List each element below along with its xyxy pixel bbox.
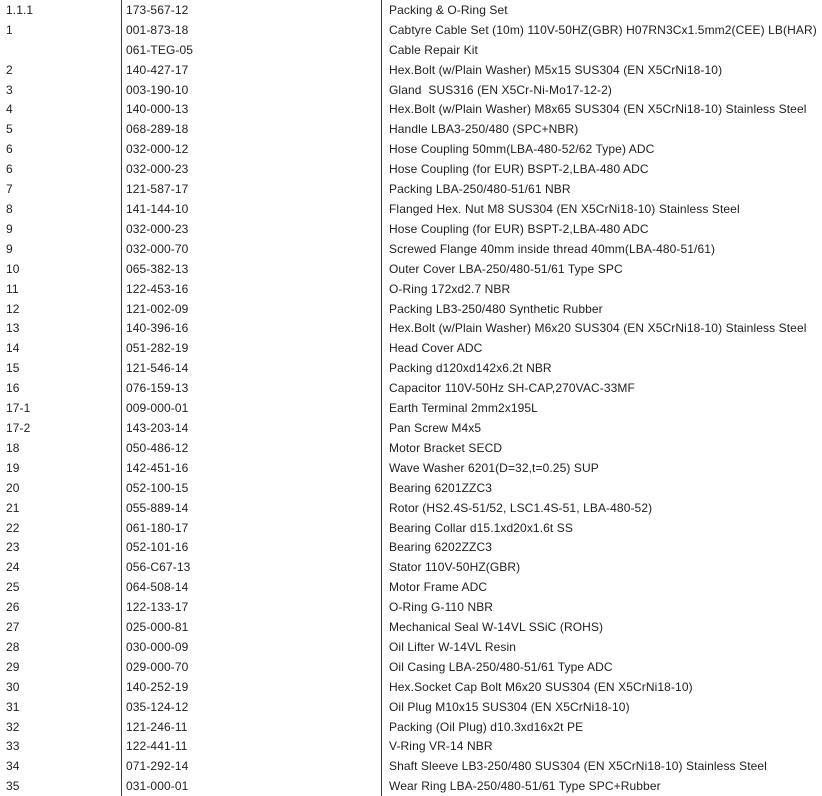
part-number-cell: 052-101-16 bbox=[122, 537, 382, 557]
description-cell: Hose Coupling (for EUR) BSPT-2,LBA-480 ADC bbox=[389, 162, 649, 177]
table-row bbox=[0, 60, 822, 80]
part-number-cell: 122-453-16 bbox=[122, 279, 382, 299]
table-row bbox=[0, 597, 822, 617]
part-number-cell: 061-180-17 bbox=[122, 518, 382, 538]
part-number-cell: 140-000-13 bbox=[122, 100, 382, 120]
description-cell: Hex.Bolt (w/Plain Washer) M6x20 SUS304 (EN X5CrNi18-10) Stainless Steel bbox=[389, 321, 807, 336]
part-number-cell: 071-292-14 bbox=[122, 756, 382, 776]
item-number-cell: 26 bbox=[0, 597, 122, 617]
description-cell: Hose Coupling (for EUR) BSPT-2,LBA-480 ADC bbox=[389, 221, 649, 236]
item-number-cell: 5 bbox=[0, 119, 122, 139]
description-cell: Head Cover ADC bbox=[389, 341, 483, 356]
part-number-cell: 032-000-23 bbox=[122, 159, 382, 179]
description-cell: Packing LBA-250/480-51/61 NBR bbox=[389, 182, 571, 197]
part-number-cell: 001-873-18 bbox=[122, 20, 382, 40]
item-number-cell: 24 bbox=[0, 557, 122, 577]
table-row bbox=[0, 139, 822, 159]
description-cell: Bearing 6202ZZC3 bbox=[389, 540, 492, 555]
part-number-cell: 025-000-81 bbox=[122, 617, 382, 637]
description-cell: Wear Ring LBA-250/480-51/61 Type SPC+Rubber bbox=[389, 779, 661, 794]
item-number-cell: 34 bbox=[0, 756, 122, 776]
item-number-cell: 15 bbox=[0, 358, 122, 378]
table-row bbox=[0, 677, 822, 697]
description-cell: Capacitor 110V-50Hz SH-CAP,270VAC-33MF bbox=[389, 381, 635, 396]
part-number-cell: 122-133-17 bbox=[122, 597, 382, 617]
item-number-cell: 33 bbox=[0, 737, 122, 757]
item-number-cell: 28 bbox=[0, 637, 122, 657]
part-number-cell: 173-567-12 bbox=[122, 0, 382, 20]
table-row bbox=[0, 20, 822, 40]
item-number-cell: 14 bbox=[0, 338, 122, 358]
item-number-cell: 9 bbox=[0, 239, 122, 259]
description-cell: Motor Frame ADC bbox=[389, 580, 488, 595]
description-cell: Hex.Bolt (w/Plain Washer) M5x15 SUS304 (EN X5CrNi18-10) bbox=[389, 62, 723, 77]
table-row bbox=[0, 637, 822, 657]
part-number-cell: 050-486-12 bbox=[122, 438, 382, 458]
item-number-cell: 21 bbox=[0, 498, 122, 518]
part-number-cell: 009-000-01 bbox=[122, 398, 382, 418]
table-row bbox=[0, 179, 822, 199]
item-number-cell bbox=[0, 40, 122, 60]
part-number-cell: 076-159-13 bbox=[122, 378, 382, 398]
description-cell: Motor Bracket SECD bbox=[389, 440, 503, 455]
description-cell: Oil Casing LBA-250/480-51/61 Type ADC bbox=[389, 659, 613, 674]
table-row bbox=[0, 299, 822, 319]
part-number-cell: 121-246-11 bbox=[122, 717, 382, 737]
table-row bbox=[0, 358, 822, 378]
part-number-cell: 056-C67-13 bbox=[122, 557, 382, 577]
part-number-cell: 065-382-13 bbox=[122, 259, 382, 279]
part-number-cell: 031-000-01 bbox=[122, 776, 382, 796]
table-row bbox=[0, 398, 822, 418]
table-row bbox=[0, 319, 822, 339]
part-number-cell: 064-508-14 bbox=[122, 577, 382, 597]
item-number-cell: 23 bbox=[0, 537, 122, 557]
item-number-cell: 17-1 bbox=[0, 398, 122, 418]
part-number-cell: 121-002-09 bbox=[122, 299, 382, 319]
table-row bbox=[0, 0, 822, 20]
item-number-cell: 10 bbox=[0, 259, 122, 279]
item-number-cell: 30 bbox=[0, 677, 122, 697]
description-cell: Screwed Flange 40mm inside thread 40mm(LBA-480-51/61) bbox=[389, 241, 716, 256]
description-cell: Hex.Bolt (w/Plain Washer) M8x65 SUS304 (EN X5CrNi18-10) Stainless Steel bbox=[389, 102, 807, 117]
part-number-cell: 052-100-15 bbox=[122, 478, 382, 498]
table-row bbox=[0, 40, 822, 60]
table-row bbox=[0, 378, 822, 398]
table-row bbox=[0, 159, 822, 179]
table-row bbox=[0, 537, 822, 557]
description-cell: Handle LBA3-250/480 (SPC+NBR) bbox=[389, 122, 579, 137]
description-cell: Bearing Collar d15.1xd20x1.6t SS bbox=[389, 520, 573, 535]
item-number-cell: 1.1.1 bbox=[0, 0, 122, 20]
item-number-cell: 29 bbox=[0, 657, 122, 677]
description-cell: Stator 110V-50HZ(GBR) bbox=[389, 560, 521, 575]
item-number-cell: 17-2 bbox=[0, 418, 122, 438]
description-cell: Rotor (HS2.4S-51/52, LSC1.4S-51, LBA-480-52) bbox=[389, 500, 653, 515]
description-cell: Bearing 6201ZZC3 bbox=[389, 480, 492, 495]
table-row bbox=[0, 199, 822, 219]
table-row bbox=[0, 338, 822, 358]
table-row bbox=[0, 776, 822, 796]
description-cell: Wave Washer 6201(D=32,t=0.25) SUP bbox=[389, 460, 599, 475]
item-number-cell: 13 bbox=[0, 319, 122, 339]
part-number-cell: 140-396-16 bbox=[122, 319, 382, 339]
description-cell: O-Ring 172xd2.7 NBR bbox=[389, 281, 511, 296]
table-row bbox=[0, 478, 822, 498]
item-number-cell: 19 bbox=[0, 458, 122, 478]
table-row bbox=[0, 119, 822, 139]
description-cell: Oil Plug M10x15 SUS304 (EN X5CrNi18-10) bbox=[389, 699, 630, 714]
part-number-cell: 140-252-19 bbox=[122, 677, 382, 697]
description-cell: Cable Repair Kit bbox=[389, 42, 478, 57]
table-row bbox=[0, 279, 822, 299]
part-number-cell: 143-203-14 bbox=[122, 418, 382, 438]
item-number-cell: 35 bbox=[0, 776, 122, 796]
item-number-cell: 22 bbox=[0, 518, 122, 538]
table-row bbox=[0, 717, 822, 737]
item-number-cell: 31 bbox=[0, 697, 122, 717]
part-number-cell: 140-427-17 bbox=[122, 60, 382, 80]
description-cell: Packing d120xd142x6.2t NBR bbox=[389, 361, 552, 376]
table-row bbox=[0, 737, 822, 757]
part-number-cell: 061-TEG-05 bbox=[122, 40, 382, 60]
table-row bbox=[0, 418, 822, 438]
description-cell: Pan Screw M4x5 bbox=[389, 420, 482, 435]
description-cell: Mechanical Seal W-14VL SSiC (ROHS) bbox=[389, 620, 604, 635]
table-row bbox=[0, 657, 822, 677]
description-cell: Hose Coupling 50mm(LBA-480-52/62 Type) ADC bbox=[389, 142, 655, 157]
item-number-cell: 1 bbox=[0, 20, 122, 40]
description-cell: Oil Lifter W-14VL Resin bbox=[389, 639, 517, 654]
table-row bbox=[0, 259, 822, 279]
table-row bbox=[0, 219, 822, 239]
description-cell: Outer Cover LBA-250/480-51/61 Type SPC bbox=[389, 261, 623, 276]
part-number-cell: 032-000-70 bbox=[122, 239, 382, 259]
description-cell: Packing (Oil Plug) d10.3xd16x2t PE bbox=[389, 719, 584, 734]
table-row bbox=[0, 438, 822, 458]
part-number-cell: 141-144-10 bbox=[122, 199, 382, 219]
description-cell: Cabtyre Cable Set (10m) 110V-50HZ(GBR) H07RN3Cx1.5mm2(CEE) LB(HAR) bbox=[389, 22, 817, 37]
part-number-cell: 035-124-12 bbox=[122, 697, 382, 717]
description-cell: V-Ring VR-14 NBR bbox=[389, 739, 493, 754]
item-number-cell: 18 bbox=[0, 438, 122, 458]
item-number-cell: 3 bbox=[0, 80, 122, 100]
table-row bbox=[0, 756, 822, 776]
item-number-cell: 32 bbox=[0, 717, 122, 737]
item-number-cell: 16 bbox=[0, 378, 122, 398]
description-cell: Shaft Sleeve LB3-250/480 SUS304 (EN X5CrNi18-10) Stainless Steel bbox=[389, 759, 767, 774]
part-number-cell: 003-190-10 bbox=[122, 80, 382, 100]
description-cell: Packing & O-Ring Set bbox=[389, 2, 508, 17]
table-row bbox=[0, 697, 822, 717]
description-cell: O-Ring G-110 NBR bbox=[389, 600, 494, 615]
part-number-cell: 121-546-14 bbox=[122, 358, 382, 378]
table-row bbox=[0, 239, 822, 259]
part-number-cell: 051-282-19 bbox=[122, 338, 382, 358]
item-number-cell: 2 bbox=[0, 60, 122, 80]
table-row bbox=[0, 100, 822, 120]
table-row bbox=[0, 557, 822, 577]
part-number-cell: 055-889-14 bbox=[122, 498, 382, 518]
item-number-cell: 7 bbox=[0, 179, 122, 199]
part-number-cell: 029-000-70 bbox=[122, 657, 382, 677]
item-number-cell: 20 bbox=[0, 478, 122, 498]
table-row bbox=[0, 458, 822, 478]
item-number-cell: 12 bbox=[0, 299, 122, 319]
table-row bbox=[0, 617, 822, 637]
part-number-cell: 121-587-17 bbox=[122, 179, 382, 199]
description-cell: Hex.Socket Cap Bolt M6x20 SUS304 (EN X5CrNi18-10) bbox=[389, 679, 693, 694]
part-number-cell: 030-000-09 bbox=[122, 637, 382, 657]
item-number-cell: 6 bbox=[0, 159, 122, 179]
table-row bbox=[0, 498, 822, 518]
part-number-cell: 068-289-18 bbox=[122, 119, 382, 139]
table-row bbox=[0, 80, 822, 100]
part-number-cell: 142-451-16 bbox=[122, 458, 382, 478]
item-number-cell: 4 bbox=[0, 100, 122, 120]
description-cell: Earth Terminal 2mm2x195L bbox=[389, 401, 538, 416]
table-row bbox=[0, 577, 822, 597]
item-number-cell: 8 bbox=[0, 199, 122, 219]
item-number-cell: 11 bbox=[0, 279, 122, 299]
description-cell: Flanged Hex. Nut M8 SUS304 (EN X5CrNi18-10) Stainless Steel bbox=[389, 202, 740, 217]
table-row bbox=[0, 518, 822, 538]
part-number-cell: 032-000-12 bbox=[122, 139, 382, 159]
part-number-cell: 122-441-11 bbox=[122, 737, 382, 757]
item-number-cell: 9 bbox=[0, 219, 122, 239]
description-cell: Packing LB3-250/480 Synthetic Rubber bbox=[389, 301, 603, 316]
description-cell: Gland SUS316 (EN X5Cr-Ni-Mo17-12-2) bbox=[389, 82, 613, 97]
part-number-cell: 032-000-23 bbox=[122, 219, 382, 239]
item-number-cell: 27 bbox=[0, 617, 122, 637]
item-number-cell: 6 bbox=[0, 139, 122, 159]
item-number-cell: 25 bbox=[0, 577, 122, 597]
